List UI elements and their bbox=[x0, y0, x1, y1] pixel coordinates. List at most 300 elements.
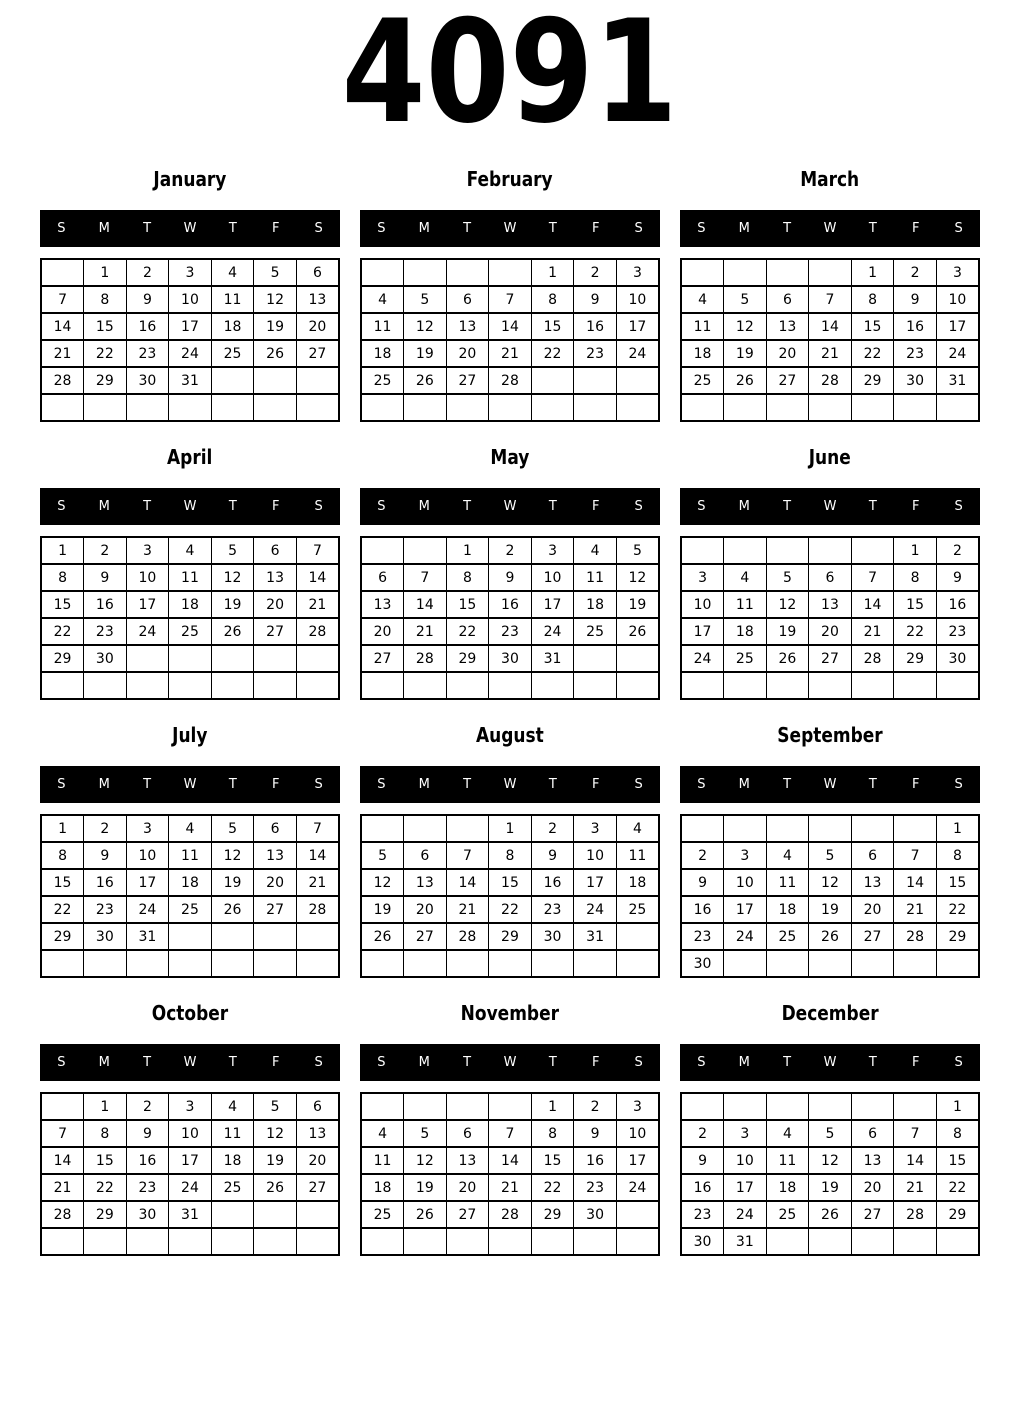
day-cell: 18 bbox=[211, 313, 254, 340]
day-cell: 27 bbox=[254, 618, 297, 645]
day-cell: 17 bbox=[531, 591, 574, 618]
day-cell: 12 bbox=[211, 564, 254, 591]
week-row bbox=[681, 1201, 979, 1228]
day-cell bbox=[211, 1228, 254, 1255]
day-cell: 10 bbox=[169, 1120, 212, 1147]
month-april bbox=[40, 426, 340, 704]
day-cell bbox=[724, 394, 767, 421]
day-cell: 18 bbox=[724, 618, 767, 645]
day-cell: 4 bbox=[361, 1120, 404, 1147]
year-title bbox=[0, 0, 1020, 155]
day-cell: 10 bbox=[574, 842, 617, 869]
weekday-label: W bbox=[183, 777, 197, 792]
day-cell: 1 bbox=[851, 259, 894, 286]
week-row bbox=[361, 1201, 659, 1228]
day-cell: 29 bbox=[894, 645, 937, 672]
weekday-label: W bbox=[183, 499, 197, 514]
day-cell bbox=[936, 950, 979, 977]
day-cell: 27 bbox=[446, 367, 489, 394]
weekday-label: M bbox=[98, 777, 110, 792]
day-cell bbox=[936, 672, 979, 699]
day-cell bbox=[211, 950, 254, 977]
day-cell: 24 bbox=[681, 645, 724, 672]
weekday-label: T bbox=[868, 777, 877, 792]
weekday-label: F bbox=[911, 499, 920, 514]
day-cell: 31 bbox=[574, 923, 617, 950]
day-cell bbox=[41, 1093, 84, 1120]
week-row bbox=[361, 537, 659, 564]
week-row bbox=[681, 259, 979, 286]
weekday-header-bar bbox=[680, 1044, 980, 1081]
weekday-label: T bbox=[548, 1055, 557, 1070]
day-cell bbox=[211, 394, 254, 421]
day-cell: 9 bbox=[681, 869, 724, 896]
day-cell: 25 bbox=[574, 618, 617, 645]
day-cell bbox=[126, 950, 169, 977]
day-cell bbox=[296, 394, 339, 421]
day-cell: 7 bbox=[894, 1120, 937, 1147]
week-row bbox=[41, 564, 339, 591]
weekday-label: T bbox=[783, 1055, 792, 1070]
day-cell: 22 bbox=[851, 340, 894, 367]
month-title bbox=[40, 426, 340, 488]
weekday-label: F bbox=[271, 221, 280, 236]
day-cell: 4 bbox=[681, 286, 724, 313]
day-cell: 14 bbox=[296, 564, 339, 591]
day-cell: 14 bbox=[446, 869, 489, 896]
day-cell: 26 bbox=[766, 645, 809, 672]
year-title-text: 4091 bbox=[342, 0, 678, 155]
day-cell: 6 bbox=[446, 286, 489, 313]
week-row bbox=[681, 950, 979, 977]
day-cell: 30 bbox=[936, 645, 979, 672]
day-cell bbox=[851, 394, 894, 421]
day-cell: 22 bbox=[84, 340, 127, 367]
week-row bbox=[681, 1147, 979, 1174]
day-cell bbox=[169, 1228, 212, 1255]
day-cell: 9 bbox=[531, 842, 574, 869]
day-cell: 13 bbox=[766, 313, 809, 340]
month-march bbox=[680, 148, 980, 426]
weekday-header-bar bbox=[40, 1044, 340, 1081]
day-cell: 30 bbox=[126, 367, 169, 394]
day-cell: 10 bbox=[724, 1147, 767, 1174]
week-row bbox=[361, 1093, 659, 1120]
day-cell: 12 bbox=[809, 1147, 852, 1174]
day-cell: 9 bbox=[681, 1147, 724, 1174]
day-cell: 1 bbox=[936, 1093, 979, 1120]
day-cell: 23 bbox=[84, 618, 127, 645]
day-cell: 14 bbox=[894, 1147, 937, 1174]
day-cell bbox=[616, 923, 659, 950]
weekday-label: F bbox=[591, 221, 600, 236]
day-cell bbox=[296, 645, 339, 672]
month-title bbox=[40, 148, 340, 210]
day-cell: 19 bbox=[211, 869, 254, 896]
day-cell: 4 bbox=[169, 815, 212, 842]
week-row bbox=[361, 564, 659, 591]
weekday-label: F bbox=[911, 1055, 920, 1070]
day-cell: 5 bbox=[211, 815, 254, 842]
week-row bbox=[361, 923, 659, 950]
day-cell: 12 bbox=[404, 1147, 447, 1174]
day-cell: 15 bbox=[531, 1147, 574, 1174]
week-row bbox=[681, 815, 979, 842]
week-row bbox=[41, 1120, 339, 1147]
week-row bbox=[41, 1228, 339, 1255]
day-cell: 7 bbox=[809, 286, 852, 313]
day-cell: 22 bbox=[41, 896, 84, 923]
day-cell bbox=[766, 672, 809, 699]
week-row bbox=[41, 618, 339, 645]
day-cell: 19 bbox=[254, 1147, 297, 1174]
day-cell: 22 bbox=[936, 1174, 979, 1201]
day-cell: 8 bbox=[894, 564, 937, 591]
weekday-label: S bbox=[634, 777, 643, 792]
day-cell: 2 bbox=[126, 1093, 169, 1120]
day-cell bbox=[84, 950, 127, 977]
weekday-label: T bbox=[868, 1055, 877, 1070]
week-row bbox=[681, 537, 979, 564]
month-title bbox=[40, 982, 340, 1044]
day-cell: 26 bbox=[616, 618, 659, 645]
day-cell: 26 bbox=[211, 896, 254, 923]
weekday-header-bar bbox=[40, 488, 340, 525]
day-cell: 26 bbox=[404, 1201, 447, 1228]
weekday-label: M bbox=[98, 499, 110, 514]
weekday-label: T bbox=[228, 221, 237, 236]
weekday-label: T bbox=[548, 221, 557, 236]
weekday-label: S bbox=[57, 499, 66, 514]
day-cell bbox=[851, 537, 894, 564]
day-cell: 7 bbox=[489, 1120, 532, 1147]
day-cell bbox=[41, 259, 84, 286]
day-cell bbox=[84, 1228, 127, 1255]
day-cell: 9 bbox=[84, 842, 127, 869]
day-cell: 23 bbox=[936, 618, 979, 645]
day-cell: 29 bbox=[531, 1201, 574, 1228]
day-cell bbox=[894, 815, 937, 842]
day-cell bbox=[489, 394, 532, 421]
day-cell bbox=[489, 1228, 532, 1255]
day-cell: 1 bbox=[446, 537, 489, 564]
day-cell: 14 bbox=[489, 313, 532, 340]
day-cell: 24 bbox=[724, 923, 767, 950]
day-cell: 21 bbox=[894, 1174, 937, 1201]
week-row bbox=[361, 950, 659, 977]
day-cell: 28 bbox=[809, 367, 852, 394]
day-cell: 13 bbox=[296, 286, 339, 313]
day-cell: 23 bbox=[531, 896, 574, 923]
day-cell: 28 bbox=[489, 1201, 532, 1228]
day-cell: 18 bbox=[361, 1174, 404, 1201]
day-cell: 9 bbox=[574, 286, 617, 313]
day-cell: 19 bbox=[254, 313, 297, 340]
month-day-grid bbox=[40, 258, 340, 422]
day-cell: 15 bbox=[84, 313, 127, 340]
day-cell: 19 bbox=[404, 340, 447, 367]
weekday-label: W bbox=[823, 777, 837, 792]
day-cell: 30 bbox=[84, 645, 127, 672]
day-cell: 13 bbox=[254, 564, 297, 591]
day-cell: 24 bbox=[126, 896, 169, 923]
day-cell: 10 bbox=[616, 1120, 659, 1147]
day-cell: 29 bbox=[41, 645, 84, 672]
day-cell: 25 bbox=[211, 340, 254, 367]
weekday-label: T bbox=[143, 1055, 152, 1070]
weekday-label: S bbox=[954, 221, 963, 236]
day-cell: 2 bbox=[681, 842, 724, 869]
month-title-text: January bbox=[153, 167, 227, 191]
day-cell: 30 bbox=[574, 1201, 617, 1228]
day-cell: 15 bbox=[936, 1147, 979, 1174]
month-title bbox=[680, 148, 980, 210]
day-cell: 18 bbox=[169, 591, 212, 618]
day-cell: 3 bbox=[126, 537, 169, 564]
day-cell: 25 bbox=[766, 923, 809, 950]
weekday-label: F bbox=[911, 777, 920, 792]
day-cell: 27 bbox=[446, 1201, 489, 1228]
day-cell bbox=[894, 672, 937, 699]
day-cell: 29 bbox=[936, 923, 979, 950]
day-cell: 16 bbox=[574, 1147, 617, 1174]
day-cell bbox=[361, 815, 404, 842]
weekday-label: S bbox=[954, 499, 963, 514]
day-cell bbox=[724, 815, 767, 842]
day-cell: 23 bbox=[126, 1174, 169, 1201]
month-day-grid bbox=[40, 814, 340, 978]
day-cell: 22 bbox=[489, 896, 532, 923]
month-title-text: May bbox=[490, 445, 530, 469]
weekday-label: S bbox=[314, 221, 323, 236]
week-row bbox=[361, 672, 659, 699]
day-cell bbox=[766, 815, 809, 842]
day-cell: 2 bbox=[894, 259, 937, 286]
day-cell: 23 bbox=[894, 340, 937, 367]
day-cell: 14 bbox=[296, 842, 339, 869]
day-cell: 16 bbox=[574, 313, 617, 340]
weekday-label: T bbox=[228, 1055, 237, 1070]
weekday-label: M bbox=[738, 1055, 750, 1070]
weekday-label: T bbox=[143, 777, 152, 792]
weekday-label: S bbox=[634, 1055, 643, 1070]
weekday-label: M bbox=[98, 221, 110, 236]
month-title bbox=[360, 426, 660, 488]
day-cell bbox=[766, 394, 809, 421]
day-cell: 11 bbox=[574, 564, 617, 591]
day-cell bbox=[211, 672, 254, 699]
day-cell bbox=[724, 537, 767, 564]
day-cell: 12 bbox=[361, 869, 404, 896]
week-row bbox=[41, 394, 339, 421]
month-title bbox=[40, 704, 340, 766]
weekday-label: S bbox=[377, 777, 386, 792]
day-cell: 11 bbox=[169, 564, 212, 591]
day-cell: 18 bbox=[574, 591, 617, 618]
day-cell bbox=[809, 1093, 852, 1120]
day-cell bbox=[211, 645, 254, 672]
day-cell: 16 bbox=[126, 1147, 169, 1174]
day-cell: 29 bbox=[84, 1201, 127, 1228]
day-cell bbox=[809, 815, 852, 842]
day-cell: 17 bbox=[936, 313, 979, 340]
day-cell bbox=[894, 1228, 937, 1255]
day-cell: 7 bbox=[489, 286, 532, 313]
day-cell: 2 bbox=[681, 1120, 724, 1147]
day-cell: 5 bbox=[404, 286, 447, 313]
day-cell: 3 bbox=[724, 842, 767, 869]
day-cell bbox=[724, 259, 767, 286]
day-cell: 12 bbox=[211, 842, 254, 869]
weekday-label: S bbox=[954, 1055, 963, 1070]
week-row bbox=[361, 1120, 659, 1147]
week-row bbox=[681, 591, 979, 618]
month-day-grid bbox=[360, 1092, 660, 1256]
week-row bbox=[361, 842, 659, 869]
day-cell bbox=[616, 1228, 659, 1255]
day-cell: 31 bbox=[531, 645, 574, 672]
week-row bbox=[41, 1093, 339, 1120]
day-cell: 9 bbox=[84, 564, 127, 591]
week-row bbox=[681, 1093, 979, 1120]
day-cell: 27 bbox=[851, 923, 894, 950]
day-cell: 21 bbox=[446, 896, 489, 923]
day-cell bbox=[766, 1228, 809, 1255]
day-cell: 20 bbox=[361, 618, 404, 645]
day-cell bbox=[404, 1228, 447, 1255]
week-row bbox=[41, 367, 339, 394]
weekday-label: W bbox=[503, 499, 517, 514]
day-cell: 23 bbox=[681, 923, 724, 950]
day-cell: 4 bbox=[211, 259, 254, 286]
weekday-label: F bbox=[911, 221, 920, 236]
day-cell: 1 bbox=[936, 815, 979, 842]
month-november bbox=[360, 982, 660, 1260]
weekday-label: W bbox=[823, 221, 837, 236]
day-cell: 21 bbox=[489, 1174, 532, 1201]
day-cell: 17 bbox=[616, 1147, 659, 1174]
day-cell bbox=[169, 394, 212, 421]
day-cell: 13 bbox=[254, 842, 297, 869]
day-cell: 26 bbox=[361, 923, 404, 950]
day-cell: 7 bbox=[851, 564, 894, 591]
month-day-grid bbox=[680, 536, 980, 700]
month-january bbox=[40, 148, 340, 426]
day-cell: 11 bbox=[766, 869, 809, 896]
day-cell: 20 bbox=[404, 896, 447, 923]
day-cell: 17 bbox=[169, 1147, 212, 1174]
day-cell bbox=[84, 394, 127, 421]
day-cell: 13 bbox=[851, 869, 894, 896]
day-cell bbox=[574, 645, 617, 672]
day-cell: 29 bbox=[936, 1201, 979, 1228]
day-cell: 25 bbox=[724, 645, 767, 672]
day-cell: 15 bbox=[851, 313, 894, 340]
weekday-label: T bbox=[228, 499, 237, 514]
day-cell: 30 bbox=[126, 1201, 169, 1228]
day-cell: 23 bbox=[489, 618, 532, 645]
week-row bbox=[41, 923, 339, 950]
day-cell: 19 bbox=[809, 1174, 852, 1201]
day-cell: 11 bbox=[681, 313, 724, 340]
day-cell: 6 bbox=[446, 1120, 489, 1147]
day-cell: 23 bbox=[681, 1201, 724, 1228]
weekday-label: W bbox=[183, 1055, 197, 1070]
day-cell: 6 bbox=[254, 537, 297, 564]
day-cell: 22 bbox=[894, 618, 937, 645]
day-cell bbox=[126, 394, 169, 421]
day-cell: 29 bbox=[41, 923, 84, 950]
day-cell bbox=[574, 950, 617, 977]
day-cell: 16 bbox=[936, 591, 979, 618]
day-cell: 11 bbox=[616, 842, 659, 869]
day-cell: 20 bbox=[296, 1147, 339, 1174]
day-cell bbox=[851, 815, 894, 842]
day-cell: 11 bbox=[211, 286, 254, 313]
day-cell: 17 bbox=[126, 869, 169, 896]
day-cell bbox=[84, 672, 127, 699]
weekday-label: T bbox=[463, 777, 472, 792]
week-row bbox=[681, 1174, 979, 1201]
day-cell bbox=[489, 1093, 532, 1120]
day-cell: 19 bbox=[766, 618, 809, 645]
day-cell bbox=[681, 394, 724, 421]
weekday-label: T bbox=[868, 221, 877, 236]
week-row bbox=[41, 896, 339, 923]
week-row bbox=[681, 394, 979, 421]
weekday-label: F bbox=[591, 777, 600, 792]
day-cell: 21 bbox=[41, 340, 84, 367]
day-cell: 3 bbox=[681, 564, 724, 591]
day-cell: 28 bbox=[851, 645, 894, 672]
day-cell: 17 bbox=[126, 591, 169, 618]
weekday-label: S bbox=[314, 777, 323, 792]
weekday-label: F bbox=[271, 1055, 280, 1070]
day-cell: 18 bbox=[766, 1174, 809, 1201]
day-cell bbox=[296, 367, 339, 394]
weekday-label: S bbox=[314, 499, 323, 514]
day-cell: 25 bbox=[681, 367, 724, 394]
day-cell: 19 bbox=[361, 896, 404, 923]
day-cell: 20 bbox=[296, 313, 339, 340]
week-row bbox=[41, 869, 339, 896]
day-cell bbox=[724, 672, 767, 699]
weekday-label: S bbox=[954, 777, 963, 792]
week-row bbox=[361, 591, 659, 618]
day-cell: 5 bbox=[211, 537, 254, 564]
day-cell: 21 bbox=[41, 1174, 84, 1201]
day-cell: 13 bbox=[296, 1120, 339, 1147]
day-cell: 5 bbox=[254, 1093, 297, 1120]
day-cell: 27 bbox=[254, 896, 297, 923]
day-cell bbox=[489, 672, 532, 699]
week-row bbox=[41, 950, 339, 977]
months-grid bbox=[0, 148, 1020, 1260]
day-cell: 7 bbox=[446, 842, 489, 869]
week-row bbox=[361, 1147, 659, 1174]
day-cell bbox=[574, 672, 617, 699]
month-day-grid bbox=[680, 1092, 980, 1256]
day-cell: 8 bbox=[936, 1120, 979, 1147]
day-cell: 11 bbox=[361, 313, 404, 340]
day-cell: 12 bbox=[809, 869, 852, 896]
day-cell bbox=[361, 259, 404, 286]
day-cell: 27 bbox=[361, 645, 404, 672]
weekday-label: W bbox=[503, 777, 517, 792]
day-cell: 20 bbox=[254, 591, 297, 618]
day-cell: 23 bbox=[126, 340, 169, 367]
week-row bbox=[361, 896, 659, 923]
